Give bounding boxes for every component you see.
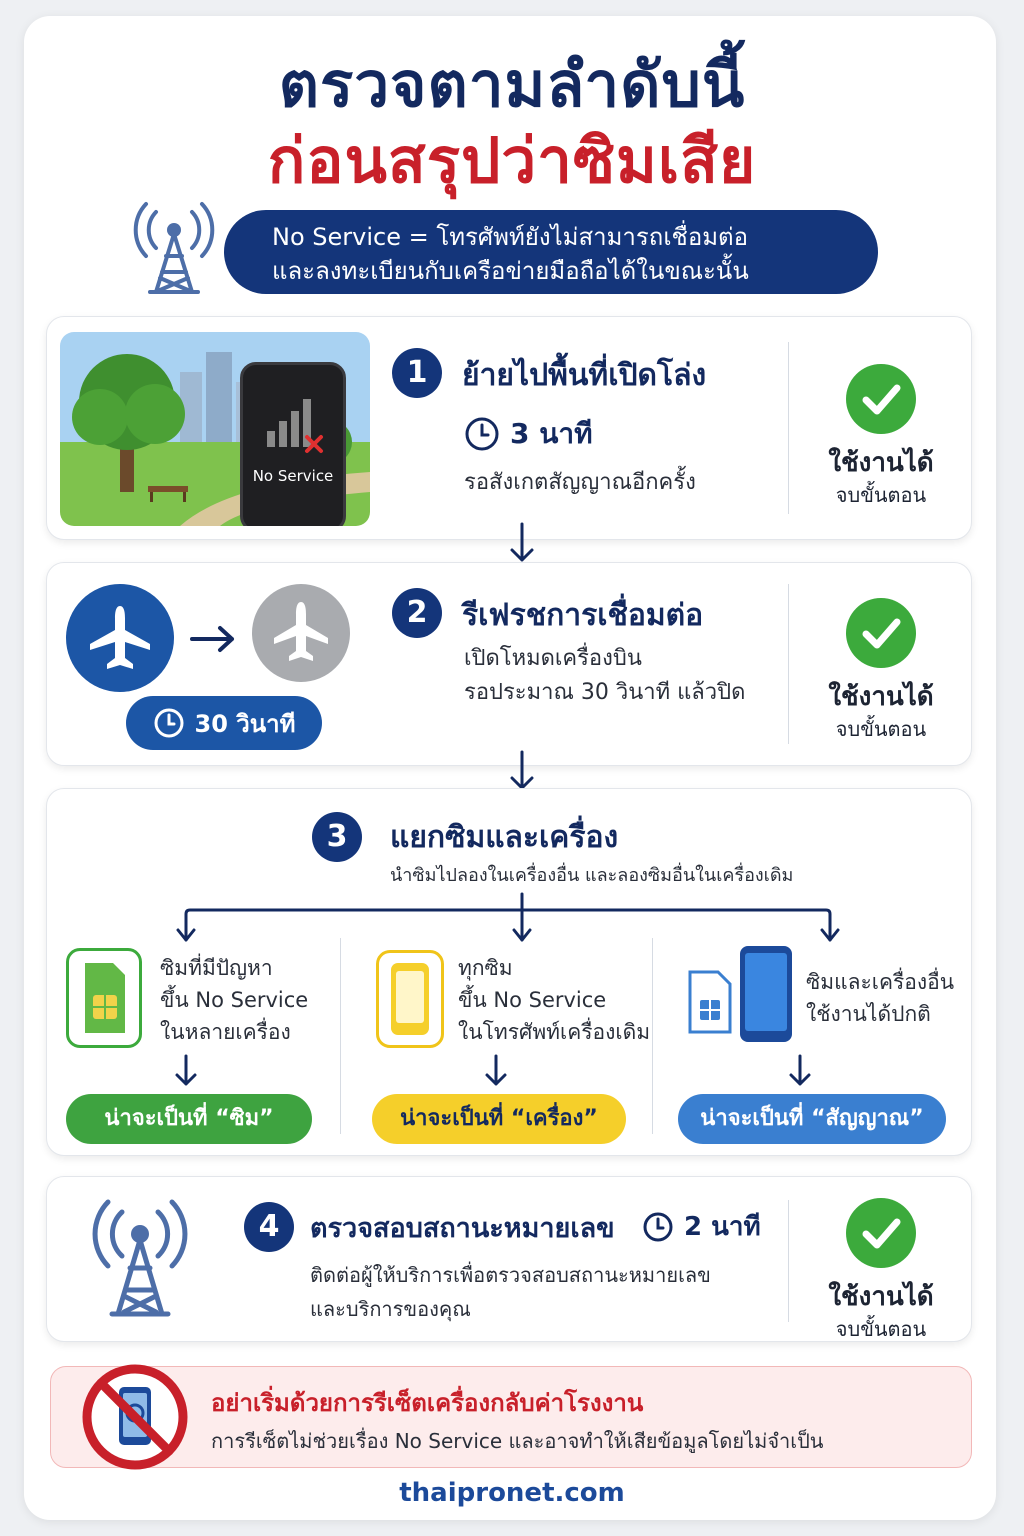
- check-icon: [846, 598, 916, 668]
- step-1-timer: [464, 412, 593, 456]
- ok-label: ใช้งานได้: [828, 682, 934, 712]
- col-2-line-3: ในโทรศัพท์เครื่องเดิม: [458, 1020, 651, 1044]
- step-4-timer: [642, 1206, 761, 1247]
- phone-blue-icon: [738, 944, 794, 1044]
- step-1-text: รอสังเกตสัญญาณอีกครั้ง: [464, 470, 696, 495]
- arrow-down-icon: [508, 522, 536, 564]
- definition-line-1: No Service = โทรศัพท์ยังไม่สามารถเชื่อมต่อ: [272, 223, 749, 251]
- warning-title: อย่าเริ่มด้วยการรีเซ็ตเครื่องกลับค่าโรงงาน: [211, 1389, 644, 1417]
- airplane-mode-on-icon: [66, 584, 174, 692]
- airplane-mode-off-icon: [252, 584, 350, 682]
- clock-icon: [153, 707, 185, 739]
- sim-card-blue-icon: [686, 966, 734, 1038]
- col-3-line-1: ซิมและเครื่องอื่น: [806, 970, 955, 994]
- divider: [340, 938, 341, 1134]
- cell-tower-icon: [126, 198, 222, 298]
- arrow-down-icon: [172, 1054, 200, 1088]
- step-4-number: 4: [244, 1202, 294, 1252]
- definition-line-2: และลงทะเบียนกับเครือข่ายมือถือได้ในขณะนั้น: [272, 257, 749, 285]
- col-1-line-3: ในหลายเครื่อง: [160, 1020, 291, 1044]
- step-1-ok: [806, 364, 956, 510]
- step-2-timer-badge: [126, 696, 322, 750]
- signal-bars-icon: [243, 375, 343, 465]
- warning-text: การรีเซ็ตไม่ช่วยเรื่อง No Service และอาจทำให้เสียข้อมูลโดยไม่จำเป็น: [211, 1429, 824, 1453]
- step-4-title: ตรวจสอบสถานะหมายเลข: [310, 1213, 615, 1244]
- cell-tower-icon: [84, 1196, 196, 1320]
- step-2-time: 30 วินาที: [194, 709, 296, 738]
- ok-label: ใช้งานได้: [828, 448, 934, 478]
- arrow-down-icon: [508, 750, 536, 792]
- step-4-text-2: และบริการของคุณ: [310, 1297, 471, 1321]
- clock-icon: [464, 416, 500, 452]
- park-scene-image: [60, 332, 370, 526]
- phone-no-service: [240, 362, 346, 526]
- page-subtitle: ก่อนสรุปว่าซิมเสีย: [267, 124, 757, 197]
- step-1-time: 3 นาที: [510, 417, 593, 450]
- step-4-text-1: ติดต่อผู้ให้บริการเพื่อตรวจสอบสถานะหมายเลข: [310, 1263, 711, 1287]
- phone-status-label: No Service: [252, 467, 334, 485]
- ok-sublabel: จบขั้นตอน: [835, 1317, 927, 1341]
- step-3-number: 3: [312, 812, 362, 862]
- step-2-ok: [806, 598, 956, 744]
- clock-icon: [642, 1211, 674, 1243]
- arrow-down-icon: [482, 1054, 510, 1088]
- col-2-line-2: ขึ้น No Service: [458, 988, 607, 1012]
- ok-sublabel: จบขั้นตอน: [835, 717, 927, 741]
- divider: [788, 342, 789, 514]
- arrow-right-icon: [190, 624, 236, 654]
- verdict-device: น่าจะเป็นที่ “เครื่อง”: [372, 1094, 626, 1144]
- step-2-title: รีเฟรชการเชื่อมต่อ: [462, 598, 704, 633]
- definition-banner: [224, 210, 878, 294]
- arrow-down-icon: [786, 1054, 814, 1088]
- step-4-time: 2 นาที: [684, 1212, 761, 1242]
- step-1-title: ย้ายไปพื้นที่เปิดโล่ง: [462, 358, 707, 393]
- verdict-sim: น่าจะเป็นที่ “ซิม”: [66, 1094, 312, 1144]
- ok-sublabel: จบขั้นตอน: [835, 483, 927, 507]
- divider: [788, 584, 789, 744]
- sim-card-icon: [66, 948, 142, 1048]
- col-2-line-1: ทุกซิม: [458, 956, 513, 980]
- col-1-line-2: ขึ้น No Service: [160, 988, 309, 1012]
- divider: [652, 938, 653, 1134]
- branch-arrows: [176, 892, 840, 944]
- col-3-line-2: ใช้งานได้ปกติ: [806, 1002, 931, 1026]
- step-3-subtitle: นำซิมไปลองในเครื่องอื่น และลองซิมอื่นในเครื่องเดิม: [390, 865, 794, 886]
- step-2-number: 2: [392, 588, 442, 638]
- step-3-title: แยกซิมและเครื่อง: [390, 820, 619, 855]
- col-1-line-1: ซิมที่มีปัญหา: [160, 956, 273, 980]
- page-title: ตรวจตามลำดับนี้: [278, 48, 746, 121]
- divider: [788, 1200, 789, 1322]
- check-icon: [846, 1198, 916, 1268]
- phone-yellow-icon: [376, 950, 444, 1048]
- verdict-signal: น่าจะเป็นที่ “สัญญาณ”: [678, 1094, 946, 1144]
- step-4-ok: [806, 1198, 956, 1344]
- ok-label: ใช้งานได้: [828, 1282, 934, 1312]
- step-1-number: 1: [392, 348, 442, 398]
- footer-site-link[interactable]: thaipronet.com: [399, 1478, 625, 1508]
- check-icon: [846, 364, 916, 434]
- no-factory-reset-icon: [79, 1361, 191, 1473]
- warning-box: [50, 1366, 972, 1468]
- step-2-text-2: รอประมาณ 30 วินาที แล้วปิด: [464, 680, 746, 705]
- step-2-text-1: เปิดโหมดเครื่องบิน: [464, 646, 642, 671]
